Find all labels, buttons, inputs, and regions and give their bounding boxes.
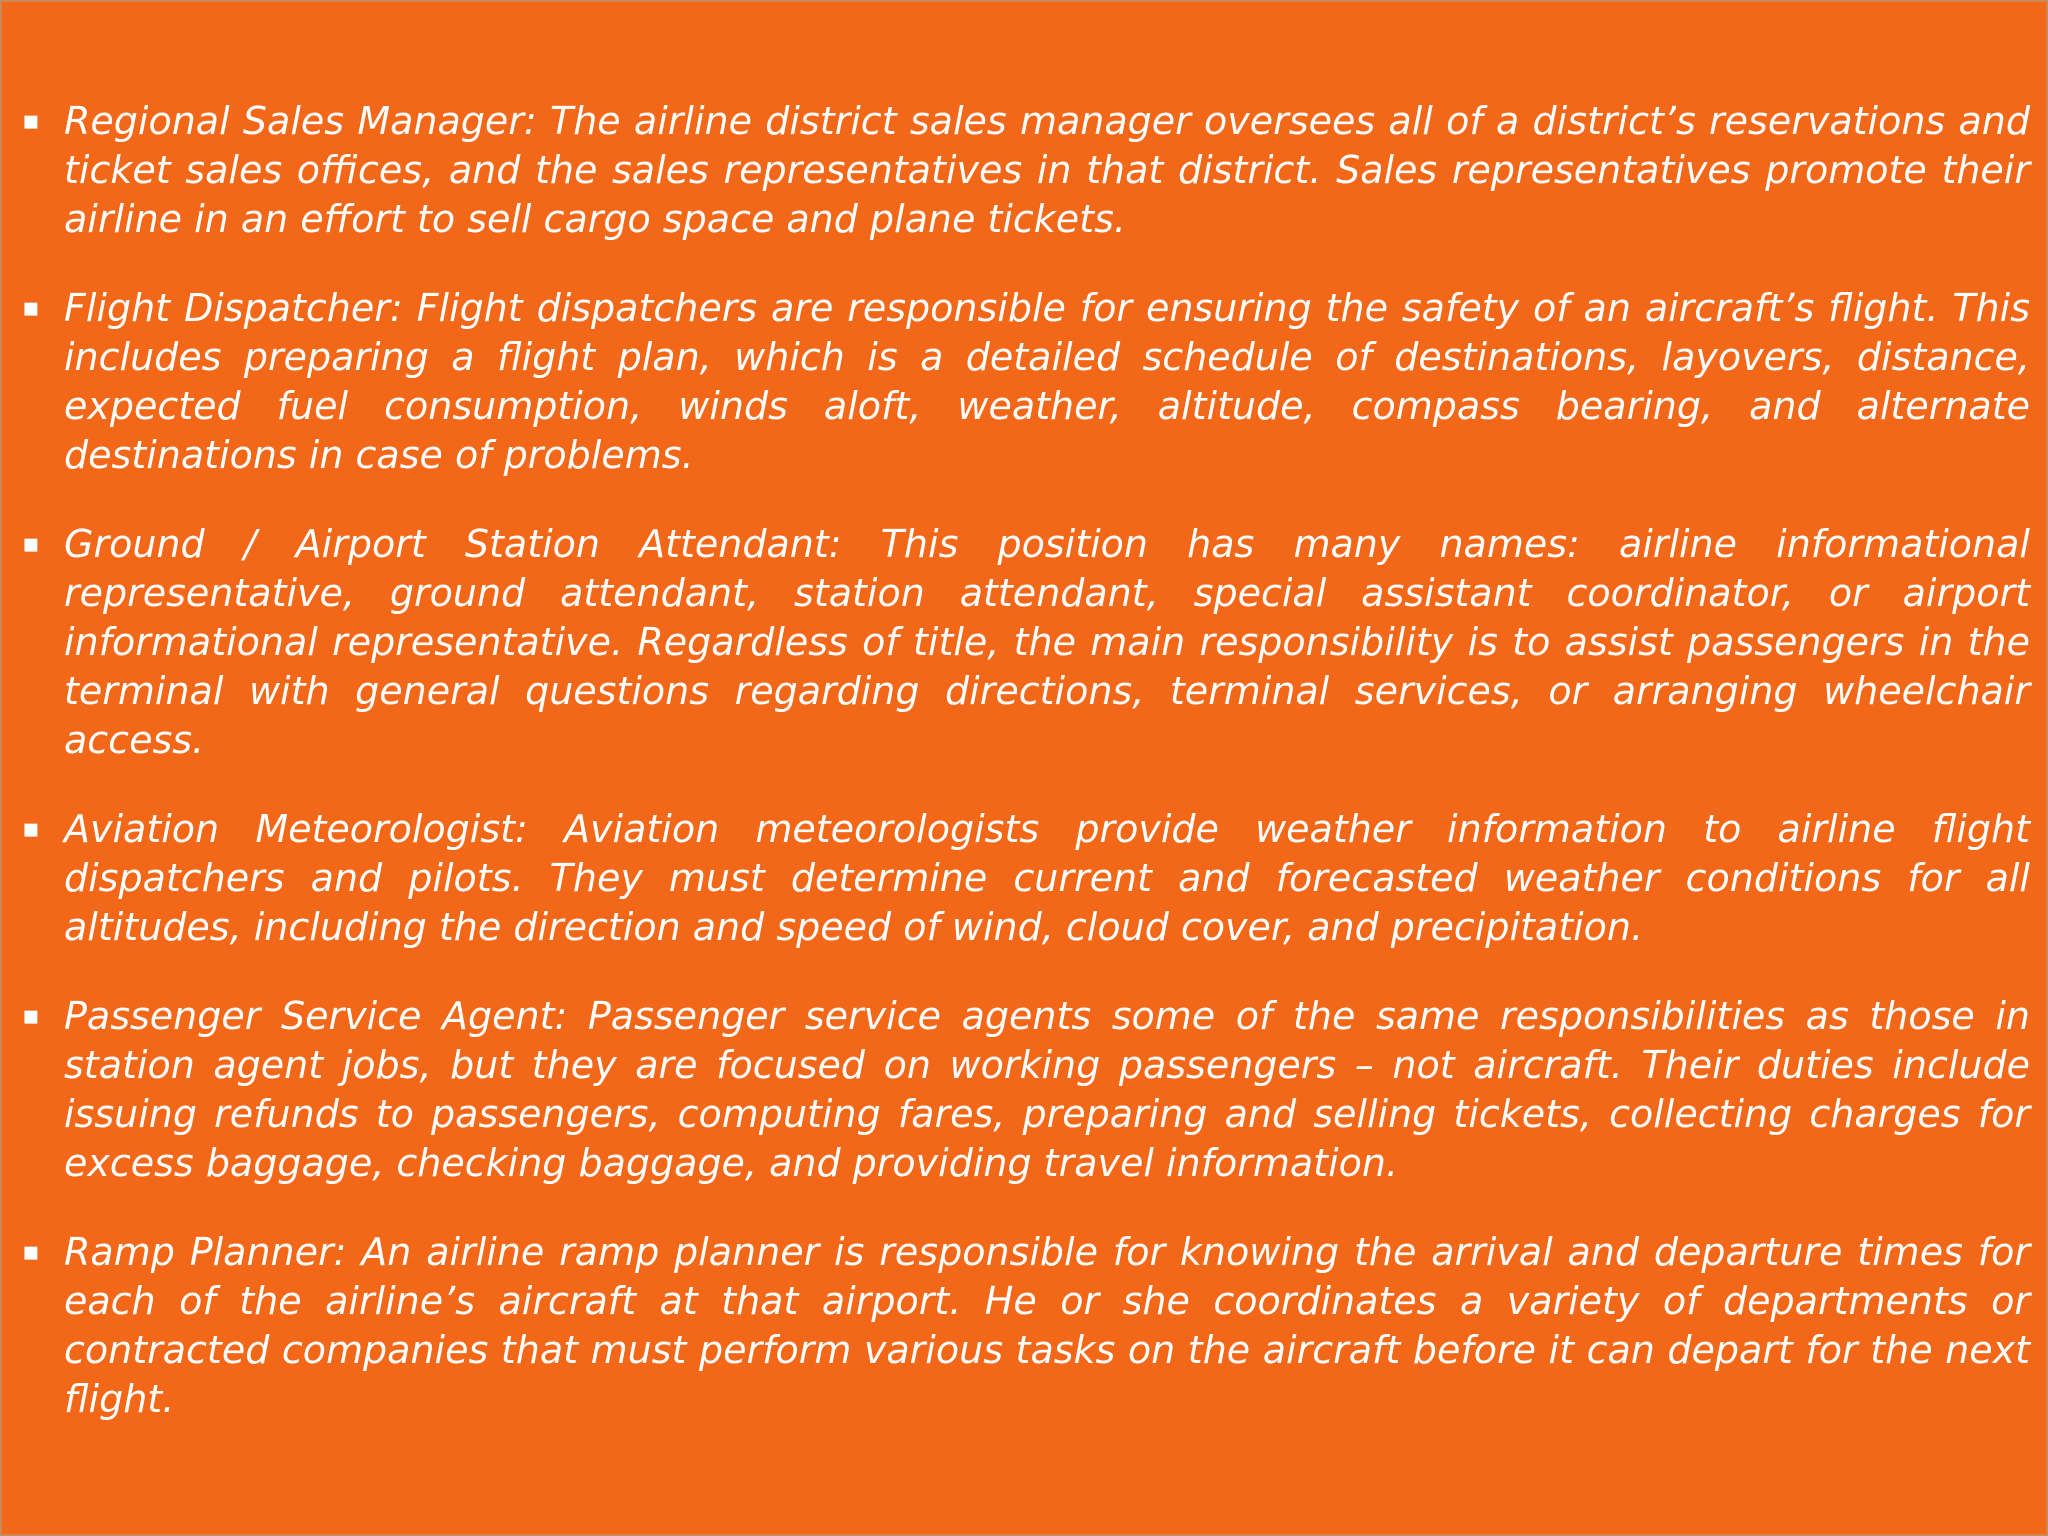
list-item-text: Aviation Meteorologist: Aviation meteorologists provide weather information to airline flight dispatchers and pilots. They must determine current and forecasted weather conditions for all altitudes, including the direction and speed of wind, cloud cover, and precipitation. xyxy=(64,807,2030,949)
list-item-ground-airport-station-attendant xyxy=(22,520,2030,765)
bullet-icon: ▪ xyxy=(22,814,40,844)
list-item-ramp-planner xyxy=(22,1228,2030,1424)
list-item-text: Passenger Service Agent: Passenger service agents some of the same responsibilities as those in station agent jobs, but they are focused on working passengers – not aircraft. Their duties include issuing refunds to passengers, computing fares, preparing and selling tickets, collecting charges for excess baggage, checking baggage, and providing travel information. xyxy=(64,994,2030,1185)
list-item-text: Regional Sales Manager: The airline district sales manager oversees all of a district’s reservations and ticket sales offices, and the sales representatives in that district. Sales representatives promote their airline in an effort to sell cargo space and plane tickets. xyxy=(64,99,2030,241)
list-item-text: Ground / Airport Station Attendant: This position has many names: airline informational representative, ground attendant, station attendant, special assistant coordinator, or airport informational representative. Regardless of title, the main responsibility is to assist passengers in the terminal with general questions regarding directions, terminal services, or arranging wheelchair access. xyxy=(64,522,2030,762)
list-item-text: Flight Dispatcher: Flight dispatchers are responsible for ensuring the safety of an aircraft’s flight. This includes preparing a flight plan, which is a detailed schedule of destinations, layovers, distance, expected fuel consumption, winds aloft, weather, altitude, compass bearing, and alternate destinations in case of problems. xyxy=(64,286,2030,477)
list-item-regional-sales-manager xyxy=(22,97,2030,244)
bullet-icon: ▪ xyxy=(22,1237,40,1267)
bullet-icon: ▪ xyxy=(22,106,40,136)
bullet-icon: ▪ xyxy=(22,529,40,559)
list-item-aviation-meteorologist xyxy=(22,805,2030,952)
list-item-flight-dispatcher xyxy=(22,284,2030,480)
job-description-list xyxy=(22,97,2030,1464)
bullet-icon: ▪ xyxy=(22,293,40,323)
list-item-passenger-service-agent xyxy=(22,992,2030,1188)
list-item-text: Ramp Planner: An airline ramp planner is responsible for knowing the arrival and departure times for each of the airline’s aircraft at that airport. He or she coordinates a variety of departments or contracted companies that must perform various tasks on the aircraft before it can depart for the next flight. xyxy=(64,1230,2030,1421)
bullet-icon: ▪ xyxy=(22,1001,40,1031)
